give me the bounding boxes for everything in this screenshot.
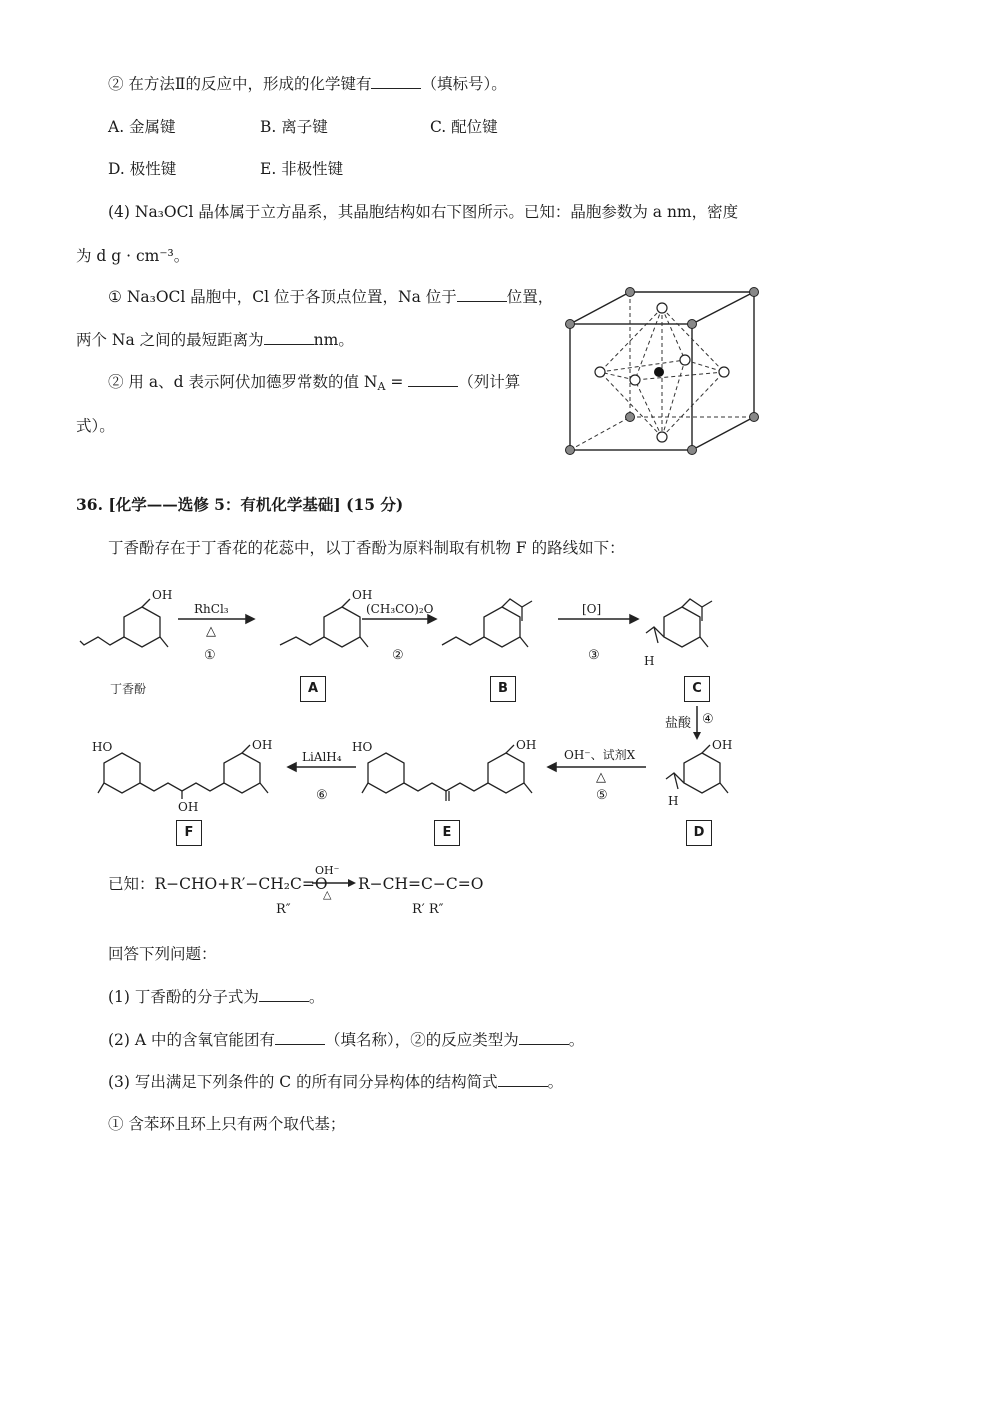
step-1-number: ① <box>204 648 216 663</box>
compound-c-label: C <box>684 676 710 702</box>
ho-label: HO <box>92 740 113 754</box>
oh-label: OH <box>712 738 733 752</box>
question-1: (1) 丁香酚的分子式为 。 <box>108 988 325 1006</box>
answer-heading: 回答下列问题： <box>108 945 217 963</box>
answer-blank[interactable] <box>275 1030 325 1045</box>
sub-question-2-line-2: 式）。 <box>76 417 115 435</box>
answer-blank[interactable] <box>259 987 309 1002</box>
answer-blank[interactable] <box>371 74 421 89</box>
item-2-chemical-bonds: ② 在方法Ⅱ的反应中，形成的化学键有 （填标号）。 <box>108 75 507 93</box>
option-e: E. 非极性键 <box>260 160 344 178</box>
unit-cell-diagram <box>560 282 770 462</box>
step-3-reagent: [O] <box>582 602 602 616</box>
part-4-line-1: (4) Na₃OCl 晶体属于立方晶系，其晶胞结构如右下图所示。已知：晶胞参数为 a nm，密度 <box>108 203 739 221</box>
step-2-reagent: (CH₃CO)₂O <box>366 602 434 616</box>
option-d: D. 极性键 <box>108 160 177 178</box>
compound-f-label: F <box>176 820 202 846</box>
known-reaction: 已知：R−CHO+R′−CH₂C=O <box>108 875 328 893</box>
oh-label: OH <box>252 738 273 752</box>
answer-blank[interactable] <box>264 330 314 345</box>
answer-blank[interactable] <box>498 1072 548 1087</box>
step-5-reagent: OH⁻、试剂X <box>564 748 636 762</box>
option-a: A. 金属键 <box>108 118 176 136</box>
step-6-number: ⑥ <box>316 788 328 803</box>
step-6-reagent: LiAlH₄ <box>302 750 342 764</box>
h-label: H <box>668 794 679 808</box>
question-2: (2) A 中的含氧官能团有 （填名称），②的反应类型为 。 <box>108 1031 585 1049</box>
step-5-number: ⑤ <box>596 788 608 803</box>
eugenol-name: 丁香酚 <box>110 682 147 695</box>
compound-e-label: E <box>434 820 460 846</box>
answer-blank[interactable] <box>457 287 507 302</box>
sub-question-2: ② 用 a、d 表示阿伏加德罗常数的值 $N_A$ = （列计算 <box>108 373 521 393</box>
oh-label: OH <box>352 588 373 602</box>
known-product-substituents: R′ R″ <box>412 902 444 917</box>
step-5-heat: △ <box>596 770 606 785</box>
known-product: R−CH=C−C=O <box>358 875 484 893</box>
answer-blank[interactable] <box>408 372 458 387</box>
compound-b-label: B <box>490 676 516 702</box>
oh-label: OH <box>152 588 173 602</box>
option-c: C. 配位键 <box>430 118 498 136</box>
sub-question-1: ① Na₃OCl 晶胞中，Cl 位于各顶点位置，Na 位于 位置， <box>108 288 554 306</box>
step-4-number: ④ <box>702 712 714 727</box>
step-1-reagent: RhCl₃ <box>194 602 229 616</box>
part-4-line-2: 为 d g · cm⁻³。 <box>76 247 190 265</box>
known-arrow <box>312 876 356 890</box>
answer-blank[interactable] <box>519 1030 569 1045</box>
question-3: (3) 写出满足下列条件的 C 的所有同分异构体的结构简式 。 <box>108 1073 564 1091</box>
step-1-heat: △ <box>206 624 216 639</box>
question-3-condition-1: ① 含苯环且环上只有两个取代基； <box>108 1115 346 1133</box>
step-3-number: ③ <box>588 648 600 663</box>
question-36-intro: 丁香酚存在于丁香花的花蕊中，以丁香酚为原料制取有机物 F 的路线如下： <box>108 539 625 557</box>
known-r2: R″ <box>276 902 291 917</box>
known-condition-bottom: △ <box>323 888 332 901</box>
oh-label: OH <box>178 800 199 814</box>
compound-d-label: D <box>686 820 712 846</box>
compound-a-label: A <box>300 676 326 702</box>
option-b: B. 离子键 <box>260 118 328 136</box>
ho-label: HO <box>352 740 373 754</box>
scheme-row-2 <box>70 735 770 825</box>
step-4-reagent: 盐酸 <box>665 716 692 731</box>
scheme-row-1 <box>70 585 770 695</box>
step-2-number: ② <box>392 648 404 663</box>
h-label: H <box>644 654 655 668</box>
oh-label: OH <box>516 738 537 752</box>
known-condition-top: OH⁻ <box>315 864 340 877</box>
sub-question-1-line-2: 两个 Na 之间的最短距离为 nm。 <box>76 331 354 349</box>
question-36-title: 36. [化学——选修 5：有机化学基础] (15 分) <box>76 495 404 514</box>
